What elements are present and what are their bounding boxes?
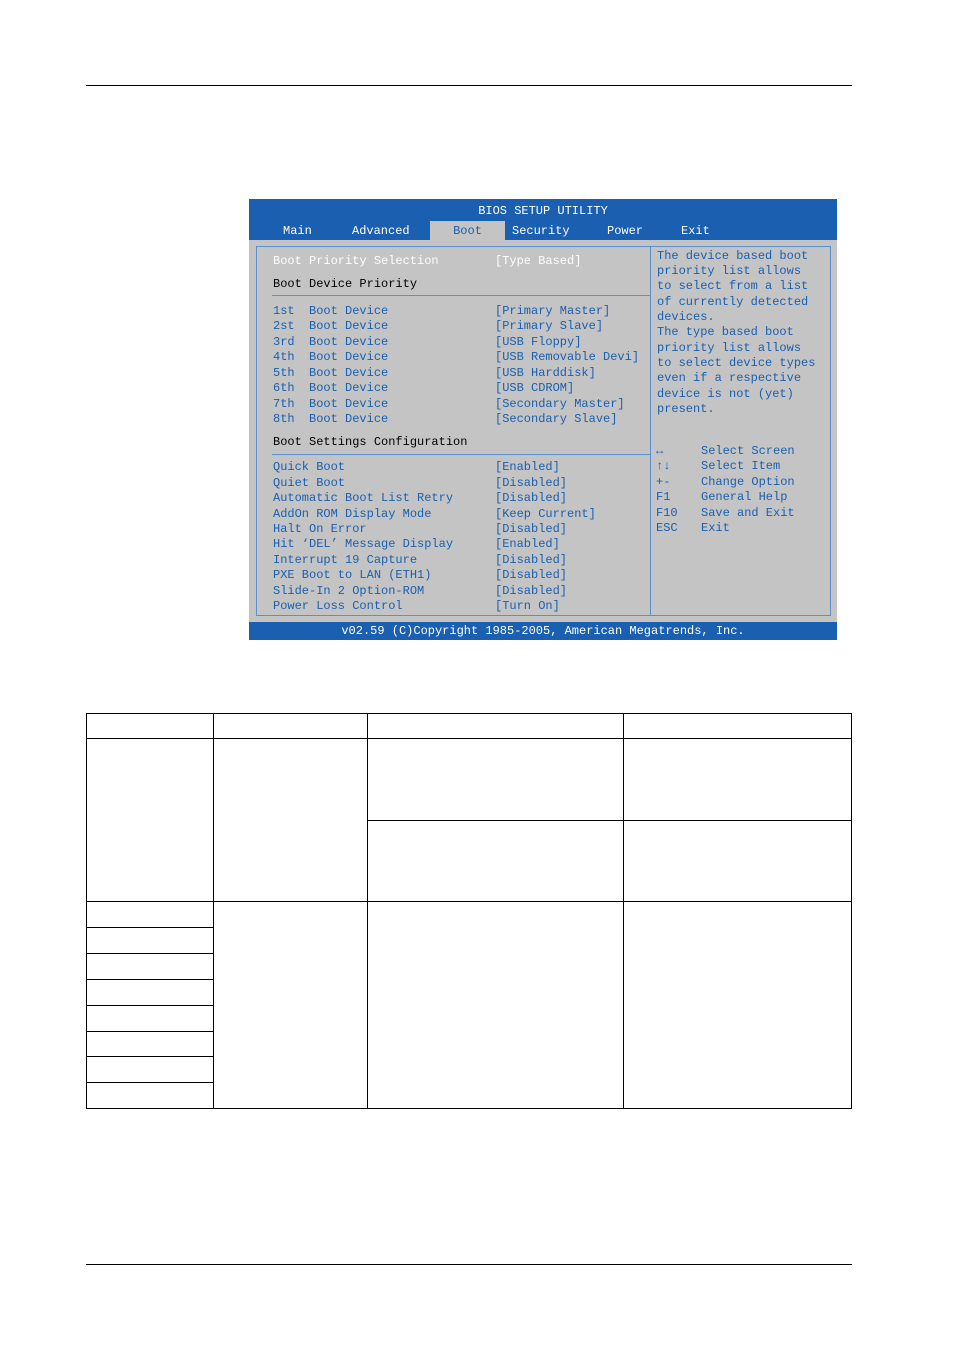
boot-device-6-value[interactable]: [USB CDROM] <box>495 381 575 395</box>
boot-device-3-value[interactable]: [USB Floppy] <box>495 335 582 349</box>
help-line: of currently detected <box>657 295 809 309</box>
help-line: priority list allows <box>657 264 802 278</box>
tab-main[interactable]: Main <box>283 224 312 238</box>
table-border <box>213 713 214 1109</box>
setting-slide-in-value[interactable]: [Disabled] <box>495 584 568 598</box>
boot-device-8-value[interactable]: [Secondary Slave] <box>495 412 618 426</box>
boot-device-5-label[interactable]: 5th Boot Device <box>273 366 389 380</box>
boot-device-7-label[interactable]: 7th Boot Device <box>273 397 389 411</box>
help-line: The device based boot <box>657 249 809 263</box>
priority-selection-value[interactable]: [Type Based] <box>495 254 582 268</box>
up-down-arrow-icon: ↑↓ <box>656 459 671 473</box>
key-action: Change Option <box>701 475 795 489</box>
help-line: to select device types <box>657 356 816 370</box>
tab-bar <box>249 221 837 240</box>
help-panel <box>650 246 831 616</box>
setting-addon-rom-value[interactable]: [Keep Current] <box>495 507 596 521</box>
key-label: F1 <box>656 490 671 504</box>
help-line: The type based boot <box>657 325 794 339</box>
boot-device-4-value[interactable]: [USB Removable Devi] <box>495 350 640 364</box>
key-action: Save and Exit <box>701 506 795 520</box>
priority-selection-label[interactable]: Boot Priority Selection <box>273 254 439 268</box>
boot-device-2-label[interactable]: 2st Boot Device <box>273 319 389 333</box>
divider <box>272 454 650 455</box>
boot-device-6-label[interactable]: 6th Boot Device <box>273 381 389 395</box>
help-line: devices. <box>657 310 715 324</box>
setting-power-loss-label[interactable]: Power Loss Control <box>273 599 403 613</box>
setting-int19-value[interactable]: [Disabled] <box>495 553 568 567</box>
settings-panel <box>256 246 651 616</box>
key-action: Select Screen <box>701 444 795 458</box>
key-label: ESC <box>656 521 678 535</box>
table-border <box>86 979 213 980</box>
setting-halt-on-error-label[interactable]: Halt On Error <box>273 522 367 536</box>
table-border <box>86 1005 213 1006</box>
key-action: General Help <box>701 490 788 504</box>
setting-quiet-boot-label[interactable]: Quiet Boot <box>273 476 346 490</box>
table-border <box>367 820 852 821</box>
tab-boot[interactable]: Boot <box>430 221 505 240</box>
setting-del-message-label[interactable]: Hit ‘DEL’ Message Display <box>273 537 454 551</box>
boot-device-5-value[interactable]: [USB Harddisk] <box>495 366 596 380</box>
boot-device-4-label[interactable]: 4th Boot Device <box>273 350 389 364</box>
table-border <box>86 1082 213 1083</box>
bios-title: BIOS SETUP UTILITY <box>249 199 837 221</box>
table-border <box>86 713 852 714</box>
table-border <box>86 953 213 954</box>
setting-slide-in-label[interactable]: Slide-In 2 Option-ROM <box>273 584 425 598</box>
table-border <box>86 1056 213 1057</box>
setting-quick-boot-value[interactable]: [Enabled] <box>495 460 560 474</box>
tab-security[interactable]: Security <box>512 224 570 238</box>
table-border <box>623 713 624 1109</box>
key-label: F10 <box>656 506 678 520</box>
table-border <box>86 1031 213 1032</box>
boot-device-3-label[interactable]: 3rd Boot Device <box>273 335 389 349</box>
table-border <box>367 713 368 1109</box>
tab-exit[interactable]: Exit <box>681 224 710 238</box>
setting-int19-label[interactable]: Interrupt 19 Capture <box>273 553 418 567</box>
help-line: device is not (yet) <box>657 387 794 401</box>
bios-screen <box>249 199 837 640</box>
header-rule <box>86 85 852 86</box>
help-line: to select from a list <box>657 279 809 293</box>
setting-halt-on-error-value[interactable]: [Disabled] <box>495 522 568 536</box>
bios-footer: v02.59 (C)Copyright 1985-2005, American Megatrends, Inc. <box>249 622 837 640</box>
footer-rule <box>86 1264 852 1265</box>
boot-device-1-label[interactable]: 1st Boot Device <box>273 304 389 318</box>
table-border <box>86 901 852 902</box>
tab-advanced[interactable]: Advanced <box>352 224 410 238</box>
setting-del-message-value[interactable]: [Enabled] <box>495 537 560 551</box>
section-boot-settings: Boot Settings Configuration <box>273 435 468 449</box>
key-action: Exit <box>701 521 730 535</box>
setting-pxe-boot-value[interactable]: [Disabled] <box>495 568 568 582</box>
boot-device-7-value[interactable]: [Secondary Master] <box>495 397 625 411</box>
setting-boot-list-retry-label[interactable]: Automatic Boot List Retry <box>273 491 454 505</box>
boot-device-2-value[interactable]: [Primary Slave] <box>495 319 604 333</box>
divider <box>272 295 650 296</box>
setting-quick-boot-label[interactable]: Quick Boot <box>273 460 346 474</box>
boot-device-8-label[interactable]: 8th Boot Device <box>273 412 389 426</box>
setting-pxe-boot-label[interactable]: PXE Boot to LAN (ETH1) <box>273 568 432 582</box>
table-border <box>86 927 213 928</box>
tab-power[interactable]: Power <box>607 224 644 238</box>
left-right-arrow-icon: ↔ <box>656 444 664 458</box>
table-border <box>851 713 852 1109</box>
section-device-priority: Boot Device Priority <box>273 277 418 291</box>
setting-quiet-boot-value[interactable]: [Disabled] <box>495 476 568 490</box>
key-action: Select Item <box>701 459 781 473</box>
table-border <box>86 738 852 739</box>
boot-device-1-value[interactable]: [Primary Master] <box>495 304 611 318</box>
setting-boot-list-retry-value[interactable]: [Disabled] <box>495 491 568 505</box>
help-line: present. <box>657 402 715 416</box>
key-label: +- <box>656 475 671 489</box>
table-border <box>86 713 87 1109</box>
setting-power-loss-value[interactable]: [Turn On] <box>495 599 560 613</box>
table-border <box>86 1108 852 1109</box>
help-line: even if a respective <box>657 371 802 385</box>
setting-addon-rom-label[interactable]: AddOn ROM Display Mode <box>273 507 432 521</box>
help-line: priority list allows <box>657 341 802 355</box>
